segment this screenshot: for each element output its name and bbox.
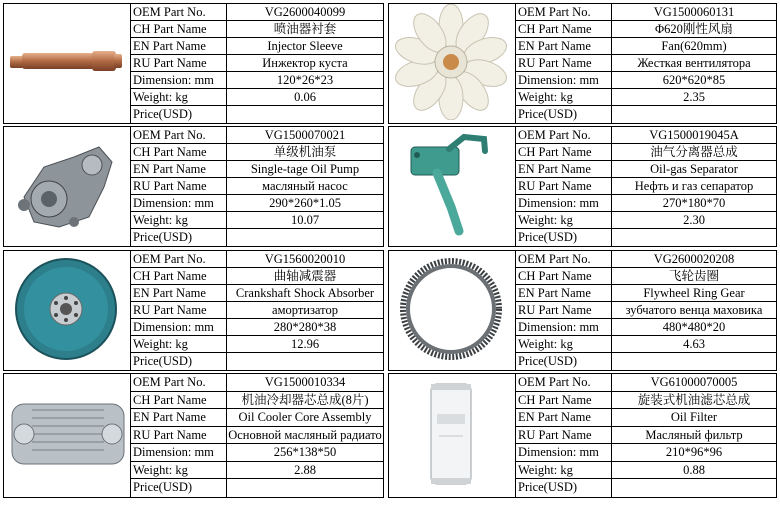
field-label-ru: RU Part Name [131, 427, 227, 445]
part-card [3, 373, 384, 498]
field-value-ru: зубчатого венца маховика [612, 302, 776, 319]
field-value-en: Fan(620mm) [612, 38, 776, 55]
field-label-ru: RU Part Name [516, 55, 612, 72]
field-label-ru: RU Part Name [516, 178, 612, 195]
field-label-oem: OEM Part No. [516, 251, 612, 268]
field-label-weight: Weight: kg [516, 462, 612, 480]
field-value-price [227, 479, 383, 497]
part-card [388, 373, 777, 498]
field-label-price: Price(USD) [131, 353, 227, 370]
oil-gas-separator-icon [389, 127, 516, 246]
ring-gear-icon [389, 251, 516, 370]
field-value-ch: 油气分离器总成 [612, 144, 776, 161]
field-label-oem: OEM Part No. [131, 4, 227, 21]
field-label-dim: Dimension: mm [131, 72, 227, 89]
field-label-ch: CH Part Name [131, 392, 227, 410]
field-label-oem: OEM Part No. [516, 127, 612, 144]
field-value-dim: 480*480*20 [612, 319, 776, 336]
field-label-price: Price(USD) [516, 353, 612, 370]
field-value-weight: 2.30 [612, 212, 776, 229]
field-value-dim: 620*620*85 [612, 72, 776, 89]
field-value-weight: 0.06 [227, 89, 383, 106]
field-label-dim: Dimension: mm [516, 72, 612, 89]
field-label-weight: Weight: kg [131, 462, 227, 480]
field-label-en: EN Part Name [516, 161, 612, 178]
fan-icon [389, 4, 516, 123]
field-label-en: EN Part Name [131, 285, 227, 302]
field-label-weight: Weight: kg [131, 89, 227, 106]
field-label-weight: Weight: kg [516, 89, 612, 106]
field-value-ru: Инжектор куста [227, 55, 383, 72]
field-value-price [612, 479, 776, 497]
field-value-price [612, 229, 776, 246]
field-label-oem: OEM Part No. [131, 374, 227, 392]
part-card [388, 3, 777, 124]
field-label-dim: Dimension: mm [516, 319, 612, 336]
oil-cooler-icon [4, 374, 131, 497]
field-label-oem: OEM Part No. [516, 374, 612, 392]
field-value-price [227, 106, 383, 123]
field-label-ch: CH Part Name [516, 144, 612, 161]
field-value-en: Single-tage Oil Pump [227, 161, 383, 178]
field-value-oem: VG1500060131 [612, 4, 776, 21]
field-label-ch: CH Part Name [516, 268, 612, 285]
field-value-oem: VG2600040099 [227, 4, 383, 21]
field-value-ch: 飞轮齿圈 [612, 268, 776, 285]
part-card [3, 250, 384, 371]
part-card [388, 126, 777, 247]
field-label-price: Price(USD) [516, 106, 612, 123]
field-label-en: EN Part Name [131, 38, 227, 55]
field-value-price [612, 106, 776, 123]
part-card [3, 3, 384, 124]
field-label-price: Price(USD) [131, 229, 227, 246]
field-value-en: Oil Filter [612, 409, 776, 427]
field-label-ru: RU Part Name [516, 302, 612, 319]
field-value-oem: VG1560020010 [227, 251, 383, 268]
field-label-oem: OEM Part No. [516, 4, 612, 21]
field-label-en: EN Part Name [131, 161, 227, 178]
field-label-price: Price(USD) [131, 479, 227, 497]
field-value-ch: 机油冷却器芯总成(8片) [227, 392, 383, 410]
field-label-oem: OEM Part No. [131, 251, 227, 268]
field-value-en: Oil-gas Separator [612, 161, 776, 178]
field-label-weight: Weight: kg [131, 336, 227, 353]
field-value-ch: 单级机油泵 [227, 144, 383, 161]
field-label-price: Price(USD) [131, 106, 227, 123]
field-value-ru: амортизатор [227, 302, 383, 319]
field-label-oem: OEM Part No. [131, 127, 227, 144]
field-label-ch: CH Part Name [516, 392, 612, 410]
field-label-dim: Dimension: mm [131, 195, 227, 212]
field-value-dim: 256*138*50 [227, 444, 383, 462]
field-value-en: Flywheel Ring Gear [612, 285, 776, 302]
field-label-weight: Weight: kg [516, 336, 612, 353]
field-label-ch: CH Part Name [131, 268, 227, 285]
field-label-ru: RU Part Name [131, 55, 227, 72]
field-value-ch: 旋装式机油滤芯总成 [612, 392, 776, 410]
field-value-price [227, 229, 383, 246]
field-label-price: Price(USD) [516, 229, 612, 246]
field-label-ch: CH Part Name [516, 21, 612, 38]
field-value-ru: Нефть и газ сепаратор [612, 178, 776, 195]
field-value-oem: VG2600020208 [612, 251, 776, 268]
field-label-ru: RU Part Name [131, 302, 227, 319]
parts-catalog-sheet [3, 3, 777, 500]
field-value-dim: 120*26*23 [227, 72, 383, 89]
field-value-dim: 280*280*38 [227, 319, 383, 336]
shock-absorber-icon [4, 251, 131, 370]
field-value-ch: 喷油器衬套 [227, 21, 383, 38]
field-label-price: Price(USD) [516, 479, 612, 497]
field-label-ch: CH Part Name [131, 144, 227, 161]
field-label-dim: Dimension: mm [516, 444, 612, 462]
oil-filter-icon [389, 374, 516, 497]
field-label-en: EN Part Name [516, 285, 612, 302]
field-label-en: EN Part Name [131, 409, 227, 427]
field-label-en: EN Part Name [516, 38, 612, 55]
field-value-ru: Масляный фильтр [612, 427, 776, 445]
field-value-price [612, 353, 776, 370]
part-card [388, 250, 777, 371]
field-value-weight: 4.63 [612, 336, 776, 353]
field-label-en: EN Part Name [516, 409, 612, 427]
field-value-weight: 2.88 [227, 462, 383, 480]
field-label-dim: Dimension: mm [131, 319, 227, 336]
field-value-oem: VG1500070021 [227, 127, 383, 144]
field-value-en: Crankshaft Shock Absorber [227, 285, 383, 302]
field-value-en: Oil Cooler Core Assembly [227, 409, 383, 427]
field-value-price [227, 353, 383, 370]
injector-sleeve-icon [4, 4, 131, 123]
field-label-ru: RU Part Name [516, 427, 612, 445]
field-value-oem: VG1500010334 [227, 374, 383, 392]
field-value-dim: 270*180*70 [612, 195, 776, 212]
oil-pump-icon [4, 127, 131, 246]
part-card [3, 126, 384, 247]
field-value-ru: Жесткая вентилятора [612, 55, 776, 72]
field-value-dim: 210*96*96 [612, 444, 776, 462]
field-value-weight: 10.07 [227, 212, 383, 229]
field-value-weight: 0.88 [612, 462, 776, 480]
field-value-oem: VG1500019045A [612, 127, 776, 144]
field-value-ru: масляный насос [227, 178, 383, 195]
field-value-oem: VG61000070005 [612, 374, 776, 392]
field-label-dim: Dimension: mm [131, 444, 227, 462]
field-value-ru: Основной масляный радиато [227, 427, 383, 445]
field-value-ch: Φ620刚性风扇 [612, 21, 776, 38]
field-label-ru: RU Part Name [131, 178, 227, 195]
field-value-en: Injector Sleeve [227, 38, 383, 55]
field-label-dim: Dimension: mm [516, 195, 612, 212]
field-value-dim: 290*260*1.05 [227, 195, 383, 212]
field-label-ch: CH Part Name [131, 21, 227, 38]
field-value-ch: 曲轴减震器 [227, 268, 383, 285]
field-label-weight: Weight: kg [516, 212, 612, 229]
field-label-weight: Weight: kg [131, 212, 227, 229]
field-value-weight: 2.35 [612, 89, 776, 106]
field-value-weight: 12.96 [227, 336, 383, 353]
